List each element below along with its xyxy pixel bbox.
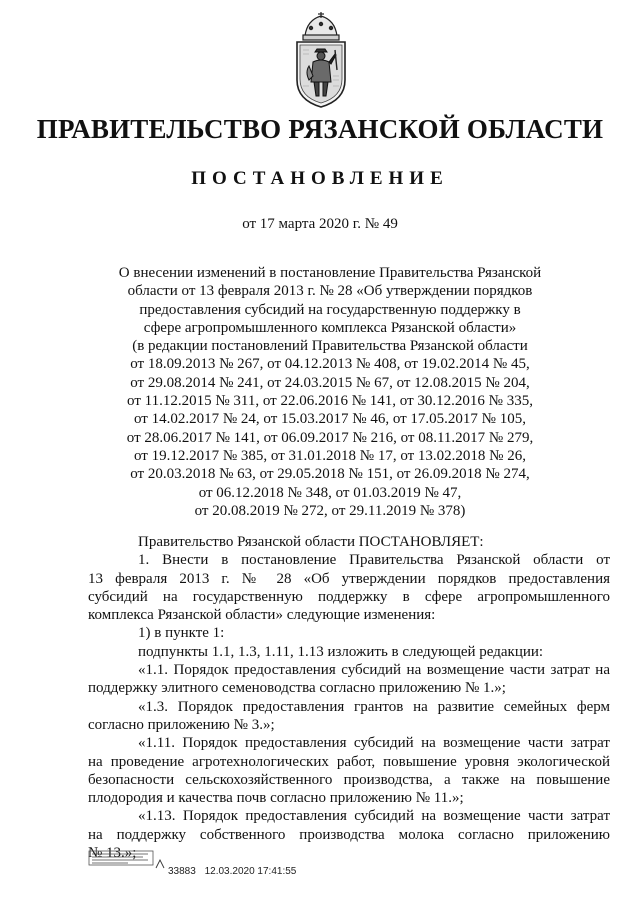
paragraph-line: субсидий на государственную поддержку в сфере агропромышленного <box>88 588 610 605</box>
subject-line: (в редакции постановлений Правительства Рязанской области <box>132 338 528 355</box>
office-stamp-icon <box>88 848 168 870</box>
subject-line: О внесении изменений в постановление Правительства Рязанской <box>118 265 542 281</box>
quoted-line: плодородия и качества почв согласно приложению № 11.»; <box>88 790 464 807</box>
document-date-number: от 17 марта 2020 г. № 49 <box>242 216 398 232</box>
quoted-line: № 13.»; <box>88 845 137 862</box>
paragraph-line: комплекса Рязанской области» следующие изменения: <box>88 607 436 624</box>
subject-line: от 14.02.2017 № 24, от 15.03.2017 № 46, от 17.05.2017 № 105, <box>133 411 526 428</box>
document-type-heading: ПОСТАНОВЛЕНИЕ <box>191 168 449 189</box>
quoted-line: поддержку элитного семеноводства согласно приложению № 1.»; <box>88 680 506 697</box>
decree-intro: Правительство Рязанской области ПОСТАНОВЛЯЕТ: <box>138 534 484 550</box>
subject-line: от 11.12.2015 № 311, от 22.06.2016 № 141, от 30.12.2016 № 335, <box>127 393 533 410</box>
document-body <box>88 533 610 862</box>
subject-line: области от 13 февраля 2013 г. № 28 «Об утверждении порядков <box>127 283 533 300</box>
subject-line: от 29.08.2014 № 241, от 24.03.2015 № 67, от 12.08.2015 № 204, <box>130 374 530 391</box>
subject-line: от 20.08.2019 № 272, от 29.11.2019 № 378) <box>194 502 466 519</box>
quoted-line: «1.1. Порядок предоставления субсидий на возмещение части затрат на <box>138 662 610 679</box>
subject-line: предоставления субсидий на государственную поддержку в <box>139 301 521 318</box>
paragraph-line: 13 февраля 2013 г. № 28 «Об утверждении порядков предоставления <box>88 570 610 587</box>
quoted-line: «1.13. Порядок предоставления субсидий на возмещение части затрат <box>138 808 610 825</box>
paragraph-line: 1) в пункте 1: <box>138 625 225 642</box>
paragraph-line: подпункты 1.1, 1.3, 1.11, 1.13 изложить в следующей редакции: <box>138 643 544 660</box>
quoted-line: согласно приложению № 3.»; <box>88 716 275 733</box>
government-title: ПРАВИТЕЛЬСТВО РЯЗАНСКОЙ ОБЛАСТИ <box>36 114 604 144</box>
subject-line: сфере агропромышленного комплекса Рязанской области» <box>143 319 517 336</box>
subject-line: от 20.03.2018 № 63, от 29.05.2018 № 151, от 26.09.2018 № 274, <box>130 466 530 483</box>
registration-datetime: 12.03.2020 17:41:55 <box>204 866 297 877</box>
registration-stamp <box>168 866 302 877</box>
quoted-line: «1.3. Порядок предоставления грантов на развитие семейных ферм <box>138 698 610 715</box>
subject-line: от 28.06.2017 № 141, от 06.09.2017 № 216, от 08.11.2017 № 279, <box>126 429 534 446</box>
quoted-line: безопасности сельскохозяйственного производства, а также на повышение <box>88 771 610 788</box>
subject-line: от 18.09.2013 № 267, от 04.12.2013 № 408, от 19.02.2014 № 45, <box>130 356 530 373</box>
paragraph-line: 1. Внести в постановление Правительства Рязанской области от <box>138 552 610 569</box>
document-subject <box>80 264 580 520</box>
coat-of-arms-emblem <box>287 10 355 110</box>
registration-number: 33883 <box>168 866 196 877</box>
quoted-line: на проведение агротехнологических работ, повышение уровня экологической <box>88 753 610 770</box>
quoted-line: на поддержку собственного производства молока согласно приложению <box>88 826 610 843</box>
subject-line: от 06.12.2018 № 348, от 01.03.2019 № 47, <box>198 484 462 501</box>
subject-line: от 19.12.2017 № 385, от 31.01.2018 № 17, от 13.02.2018 № 26, <box>133 447 526 464</box>
quoted-line: «1.11. Порядок предоставления субсидий на возмещение части затрат <box>138 735 610 752</box>
